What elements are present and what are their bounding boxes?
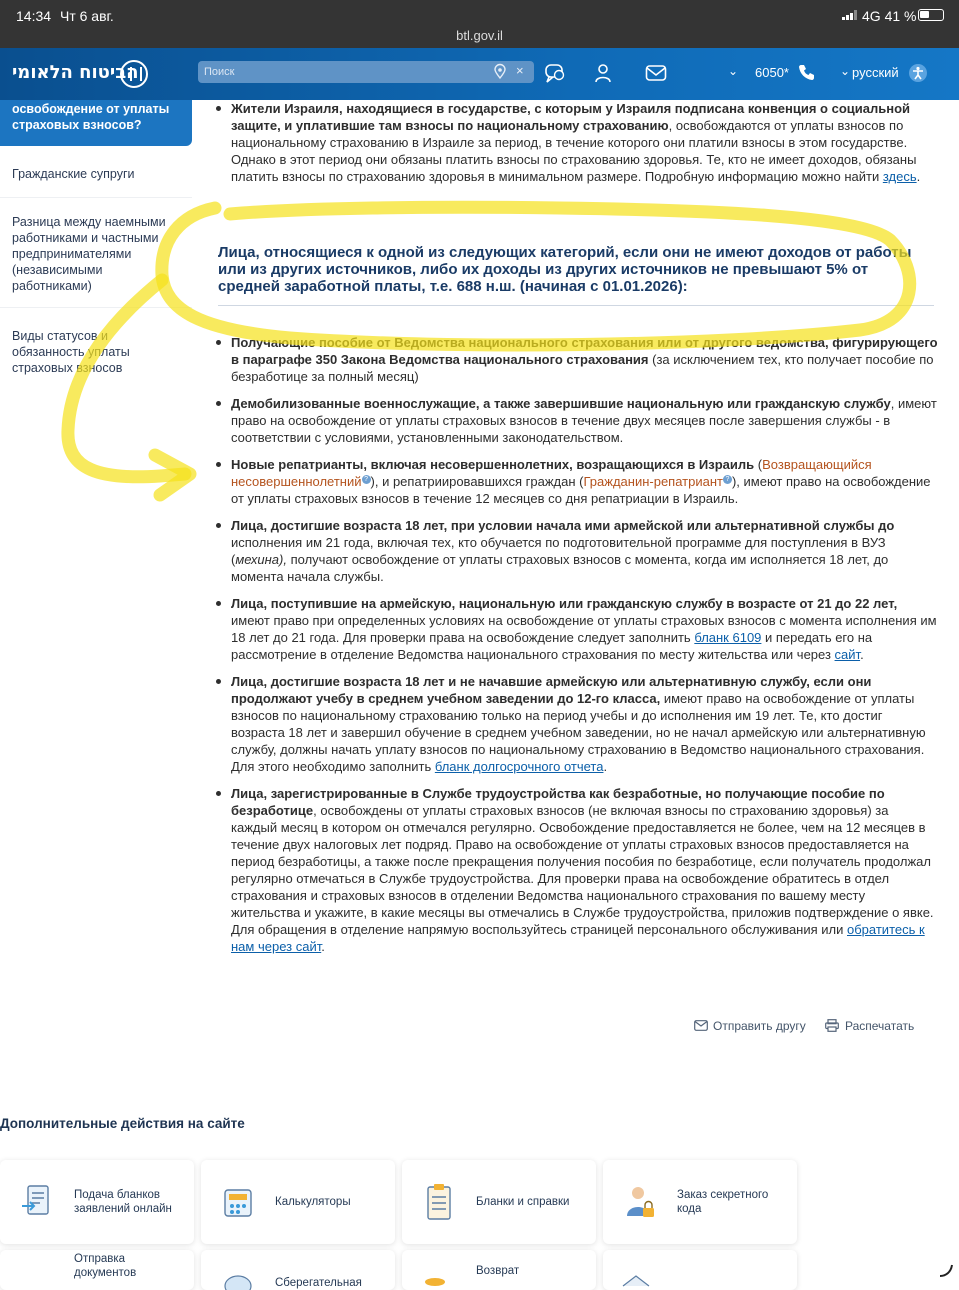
site-logo-text[interactable]: הביטוח הלאומי (12, 62, 139, 83)
list-item (216, 517, 938, 585)
article-intro (216, 100, 938, 185)
card-refund[interactable] (402, 1250, 596, 1290)
mail-icon[interactable] (645, 64, 667, 82)
building-icon (621, 1272, 651, 1286)
card-label: Заказ секретного кода (677, 1189, 769, 1215)
chat-icon[interactable] (544, 62, 566, 84)
card-label: Калькуляторы (275, 1196, 351, 1208)
list-item-text: ), и репатриировавшихся граждан ( (370, 474, 584, 489)
additional-actions-title: Дополнительные действия на сайте (0, 1116, 245, 1131)
coins-icon (420, 1272, 450, 1286)
list-item (216, 595, 938, 663)
search-box (198, 61, 534, 83)
logo-icon[interactable] (120, 60, 148, 88)
list-item-text: имеют право на освобождение от уплаты взносов по национальному страхованию только на период учебы и до исполнения им 19 лет. Те, кто достиг возраста 18 лет и завершил обучение в среднем учебном заведении, но не начал армейскую или альтернативную службу, должны начать уплату взносов по национальному страхованию в Ведомство национального страхования. Для этого необходимо заполнить (231, 691, 926, 774)
printer-icon[interactable] (825, 1019, 839, 1032)
chevron-down-icon[interactable]: ⌄ (728, 64, 739, 78)
list-item-text: , имеют право на освобождение от уплаты страховых взносов в течение двух месяцев после завершения службы - в соответствии с условиями, установленными законодательством. (231, 396, 937, 445)
search-input[interactable] (198, 61, 488, 83)
battery-icon (918, 9, 944, 21)
accessibility-icon[interactable] (908, 63, 928, 83)
list-item-text: и передать его на рассмотрение в отделение Ведомства национального страхования по месту жительства или через (231, 630, 873, 662)
card-label: Подача бланков заявлений онлайн (74, 1189, 172, 1215)
list-item-text: имеют право при определенных условиях на освобождение от уплаты страховых взносов с момента исполнения им 18 лет до 21 года. Для проверки права на освобождение следует заполнить (231, 613, 937, 645)
card-more[interactable] (603, 1250, 797, 1290)
list-item-text: . (860, 647, 864, 662)
calculator-icon (221, 1182, 255, 1222)
card-label: Бланки и справки (476, 1196, 570, 1208)
savings-icon (223, 1272, 253, 1286)
status-date: Чт 6 авг. (60, 8, 114, 24)
exemption-list (216, 334, 938, 955)
list-item-text: . (321, 939, 325, 954)
sidebar-active-label: освобождение от уплаты страховых взносов? (12, 102, 170, 132)
list-item-emphasis: мехина), (235, 552, 287, 567)
list-item-bold: Лица, достигшие возраста 18 лет, при условии начала ими армейской или альтернативной службы до (231, 518, 895, 533)
sidebar-item-status-types[interactable] (0, 308, 192, 388)
list-item (216, 785, 938, 955)
list-item-bold: Жители Израиля, находящиеся в государстве, с которым у Израиля подписана конвенция о социальной защите, и уплатившие там взносы по национальному страхованию (231, 101, 911, 133)
status-time: 14:34 (16, 8, 52, 24)
user-icon[interactable] (594, 63, 612, 83)
card-label: Сберегательная (275, 1277, 362, 1289)
phone-icon[interactable] (798, 63, 816, 81)
language-selector[interactable]: русский (852, 65, 899, 80)
card-label: Отправка документов (74, 1253, 137, 1279)
list-item-bold: Получающие пособие от Ведомства национального страхования или от другого ведомства, фигурирующего в параграфе 350 Закона Ведомства национального страхования (231, 335, 938, 367)
clipboard-icon (422, 1182, 456, 1222)
list-item-text: ( (754, 457, 763, 472)
list-item-bold: Лица, поступившие на армейскую, национальную или гражданскую службу в возрасте от 21 до 22 лет, (231, 596, 898, 611)
sidebar-item-civil-spouses[interactable] (0, 146, 192, 198)
signal-icon (842, 10, 858, 20)
sidebar-item-label: Разница между наемными работниками и частными предпринимателями (независимыми работниками) (12, 215, 166, 293)
term-returning-minor[interactable]: Возвращающийся несовершеннолетний (231, 457, 872, 489)
list-item-text: (за исключением тех, кто получает пособие по безработице за полный месяц) (231, 352, 934, 384)
print-button[interactable]: Распечатать (845, 1019, 915, 1033)
list-item-bold: Демобилизованные военнослужащие, а также завершившие национальную или гражданскую службу (231, 396, 891, 411)
here-link[interactable]: здесь (882, 169, 917, 184)
phone-number[interactable]: 6050* (755, 65, 789, 80)
location-pin-icon[interactable] (494, 65, 506, 79)
list-item-text: , освобождаются от уплаты взносов по национальному страхованию в Израиле за период, в течение которого они платили взносы в этом государстве. Однако в этот период они обязаны платить взносы по страхованию здоровья. Те, кто не имеет доходов, обязаны платить взносы по страхованию здоровья в минимальном размере. Подробную информацию можно найти (231, 118, 917, 184)
card-send-documents[interactable] (0, 1250, 194, 1290)
list-item-text: получают освобождение от уплаты страховых взносов с момента, когда им исполняется 18 лет, до момента начала службы. (231, 552, 889, 584)
user-lock-icon (623, 1182, 657, 1222)
language-chevron-icon[interactable]: ⌄ (840, 64, 851, 78)
clear-search-icon[interactable]: × (516, 63, 524, 78)
envelope-icon[interactable] (694, 1020, 708, 1031)
card-label: Возврат (476, 1265, 520, 1277)
list-item (216, 673, 938, 775)
list-item (216, 334, 938, 385)
card-calculators[interactable] (201, 1160, 395, 1244)
site-header (0, 48, 959, 100)
send-to-friend-button[interactable]: Отправить другу (713, 1019, 806, 1033)
list-item (216, 100, 938, 185)
list-item (216, 395, 938, 446)
list-item-bold: Лица, достигшие возраста 18 лет и не начавшие армейскую или альтернативную службу, если они продолжают учебу в среднем учебном заведении до 12-го класса, (231, 674, 872, 706)
info-icon[interactable]: ? (362, 475, 371, 484)
list-item-text: . (603, 759, 608, 774)
form-6109-link[interactable]: бланк 6109 (694, 630, 762, 645)
info-icon[interactable]: ? (723, 475, 732, 484)
network-status: 4G 41 % (862, 8, 917, 24)
site-link[interactable]: сайт (834, 647, 861, 662)
card-secret-code[interactable] (603, 1160, 797, 1244)
status-bar (0, 0, 959, 48)
list-item-bold: Лица, зарегистрированные в Службе трудоустройства как безработные, но получающие пособие по безработице (231, 786, 885, 818)
address-bar[interactable]: btl.gov.il (456, 28, 503, 43)
section-heading: Лица, относящиеся к одной из следующих категорий, если они не имеют доходов от работы или из других источников, либо их доходы из других источников не превышают 5% от средней заработной платы, т.е. 688 н.ш. (начиная с 01.01.2026): (218, 244, 934, 306)
list-item-text: исполнения им 21 года, включая тех, кто обучается по подготовительной программе для поступления в ВУЗ ( (231, 535, 886, 567)
list-item-text: ), имеют право на освобождение от уплаты страховых взносов в течение 12 месяцев со дня репатриации в Израиль. (231, 474, 931, 506)
list-item-text: , освобождены от уплаты страховых взносов (не включая взносы по страхованию здоровья) за каждый месяц в котором он отмечался регулярно. Освобождение предоставляется не более, чем на 12 месяцев в течение двух налоговых лет подряд. Право на освобождение от уплаты страховых взносов предоставляется на период безработицы, а также после прекращения получения пособия по безработице, если получатель продолжал регулярно отмечаться в Службе трудоустройства. Для проверки права на освобождение обратитесь в отдел страхования и страховых взносов в отделении Ведомства национального страхования по вашему месту жительства и укажите, в какие месяцы вы отмечались в Службе трудоустройства, приложив подтверждение о явке. Для обращения в отделение напрямую воспользуйтесь страницей персонального обслуживания или (231, 803, 934, 937)
form-submit-icon (20, 1182, 54, 1222)
list-item (216, 456, 938, 507)
long-term-report-link[interactable]: бланк долгосрочного отчета (434, 759, 604, 774)
contact-us-link[interactable]: обратитесь к нам через сайт (231, 922, 925, 954)
term-returning-citizen[interactable]: Гражданин-репатриант (583, 474, 723, 489)
sidebar-item-label: Гражданские супруги (12, 167, 135, 181)
sidebar-item-employee-vs-self-employed[interactable] (0, 198, 192, 308)
resize-handle-icon[interactable] (938, 1262, 954, 1278)
list-item-bold: Новые репатрианты, включая несовершеннолетних, возращающихся в Израиль (231, 457, 755, 472)
sidebar-item-active[interactable] (0, 100, 192, 146)
sidebar-item-label: Виды статусов и обязанность уплаты страховых взносов (12, 329, 130, 375)
card-savings[interactable] (201, 1250, 395, 1290)
card-online-forms[interactable] (0, 1160, 194, 1244)
list-item-text: . (916, 169, 921, 184)
card-forms-certificates[interactable] (402, 1160, 596, 1244)
